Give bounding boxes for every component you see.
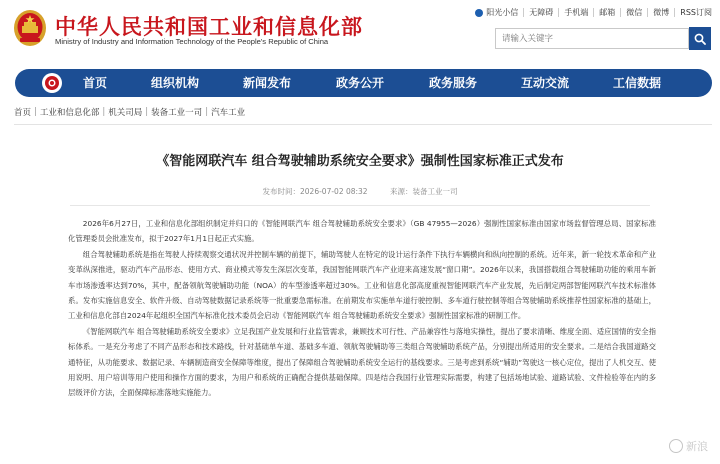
article-title: 《智能网联汽车 组合驾驶辅助系统安全要求》强制性国家标准正式发布 xyxy=(156,154,564,169)
breadcrumb xyxy=(14,106,245,118)
article-body xyxy=(68,216,656,401)
nav-item-services[interactable]: 政务服务 xyxy=(429,76,478,90)
breadcrumb-departments[interactable]: 机关司局 xyxy=(108,108,143,118)
watermark xyxy=(669,438,708,454)
nav-item-data[interactable]: 工信数据 xyxy=(613,76,662,90)
breadcrumb-auto-industry[interactable]: 汽车工业 xyxy=(211,108,246,118)
breadcrumb-separator: | xyxy=(205,107,209,117)
quicklink-sunshine[interactable] xyxy=(470,8,524,17)
quicklinks xyxy=(470,8,712,17)
article-meta xyxy=(0,186,720,197)
breadcrumb-ministry[interactable]: 工业和信息化部 xyxy=(39,108,100,118)
search-button[interactable] xyxy=(689,27,711,50)
nav-item-organization[interactable]: 组织机构 xyxy=(151,76,200,90)
breadcrumb-equipment-dept[interactable]: 装备工业一司 xyxy=(151,108,203,118)
article-date: 发布时间：2026-07-02 08:32 xyxy=(262,187,368,196)
nav-item-government-affairs[interactable]: 政务公开 xyxy=(336,76,385,90)
site-subtitle: Ministry of Industry and Information Technology of the People's Republic of China xyxy=(55,37,329,46)
quicklink-label: 阳光小信 xyxy=(486,8,519,17)
watermark-text: 新浪 xyxy=(686,440,708,453)
quicklink-mobile[interactable]: 手机端 xyxy=(559,8,594,17)
main-nav xyxy=(15,69,712,97)
breadcrumb-separator: | xyxy=(102,107,106,117)
quicklink-accessibility[interactable]: 无障碍 xyxy=(524,8,559,17)
quicklink-weibo[interactable]: 微博 xyxy=(648,8,675,17)
national-emblem-icon xyxy=(13,9,47,47)
breadcrumb-divider xyxy=(14,124,712,125)
breadcrumb-separator: | xyxy=(145,107,149,117)
article-divider xyxy=(70,205,650,206)
nav-logo-icon[interactable] xyxy=(42,73,62,93)
site-title[interactable]: 中华人民共和国工业和信息化部 xyxy=(55,15,363,39)
nav-item-news[interactable]: 新闻发布 xyxy=(243,76,292,90)
nav-item-home[interactable]: 首页 xyxy=(83,76,108,90)
article-paragraph: 2026年6月27日，工业和信息化部组织制定并归口的《智能网联汽车 组合驾驶辅助系统安全要求》（GB 47955—2026）强制性国家标准由国家市场监督管理总局、国家标准化管理委员会批准发布，拟于2027年1月1日起正式实施。 xyxy=(68,219,656,244)
breadcrumb-home[interactable]: 首页 xyxy=(14,108,32,118)
article-paragraph: 《智能网联汽车 组合驾驶辅助系统安全要求》立足我国产业发展和行业监管需求，兼顾技术可行性、产品兼容性与落地实操性，提出了要求清晰、维度全面、适应国情的安全指标体系。一是充分考虑了不同产品形态和技术路线，针对基础单车道、基础多车道、领航驾驶辅助等三类组合驾驶辅助系统产品，分别提出所适用的安全要求。二是结合我国道路交通特征，从功能要求、数据记录、车辆制造商安全保障等维度，提出了保障组合驾驶辅助系统安全运行的基线要求。三是考虑到系统“辅助”驾驶这一核心定位，提出了人机交互、使用说明、用户培训等用户使用和操作方面的要求，为用户和系统的正确配合提供基础保障。四是结合我国行业管理实际需要，构建了包括场地试验、道路试验、文件检验等在内的多层级评价方法，全面保障标准落地实施能力。 xyxy=(68,326,656,398)
watermark-logo-icon xyxy=(669,439,683,453)
quicklink-wechat[interactable]: 微信 xyxy=(621,8,648,17)
sunshine-icon xyxy=(475,9,483,17)
breadcrumb-separator: | xyxy=(34,107,37,117)
nav-item-interaction[interactable]: 互动交流 xyxy=(521,76,570,90)
article-source: 来源：装备工业一司 xyxy=(389,187,458,196)
quicklink-mailbox[interactable]: 邮箱 xyxy=(594,8,621,17)
quicklink-rss[interactable]: RSS订阅 xyxy=(680,8,712,17)
article-paragraph: 组合驾驶辅助系统是指在驾驶人持续观察交通状况并控制车辆的前提下，辅助驾驶人在特定的设计运行条件下执行车辆横向和纵向控制的系统。近年来，新一轮技术革命和产业变革纵深推进，驱动汽车产品形态、使用方式、商业模式等发生深层次变革，我国智能网联汽车产业迎来高速发展“窗口期”。2026年以来，我国搭载组合驾驶辅助功能的乘用车新车市场渗透率达到70%，其中，配备领航驾驶辅助功能（NOA）的车型渗透率超过30%。工业和信息化部高度重视智能网联汽车产业发展，先后制定两部智能网联汽车技术标准体系。发布实施信息安全、软件升级、自动驾驶数据记录系统等一批重要急需标准。在前期发布实施单车道行驶控制、多车道行驶控制等组合驾驶辅助系统推荐性国家标准的基础上，工业和信息化部自2024年起组织全国汽车标准化技术委员会启动《智能网联汽车 组合驾驶辅助系统安全要求》强制性国家标准的研制工作。 xyxy=(68,249,656,321)
search-icon xyxy=(694,33,706,45)
site-header xyxy=(0,0,720,66)
search-input[interactable] xyxy=(495,28,689,49)
